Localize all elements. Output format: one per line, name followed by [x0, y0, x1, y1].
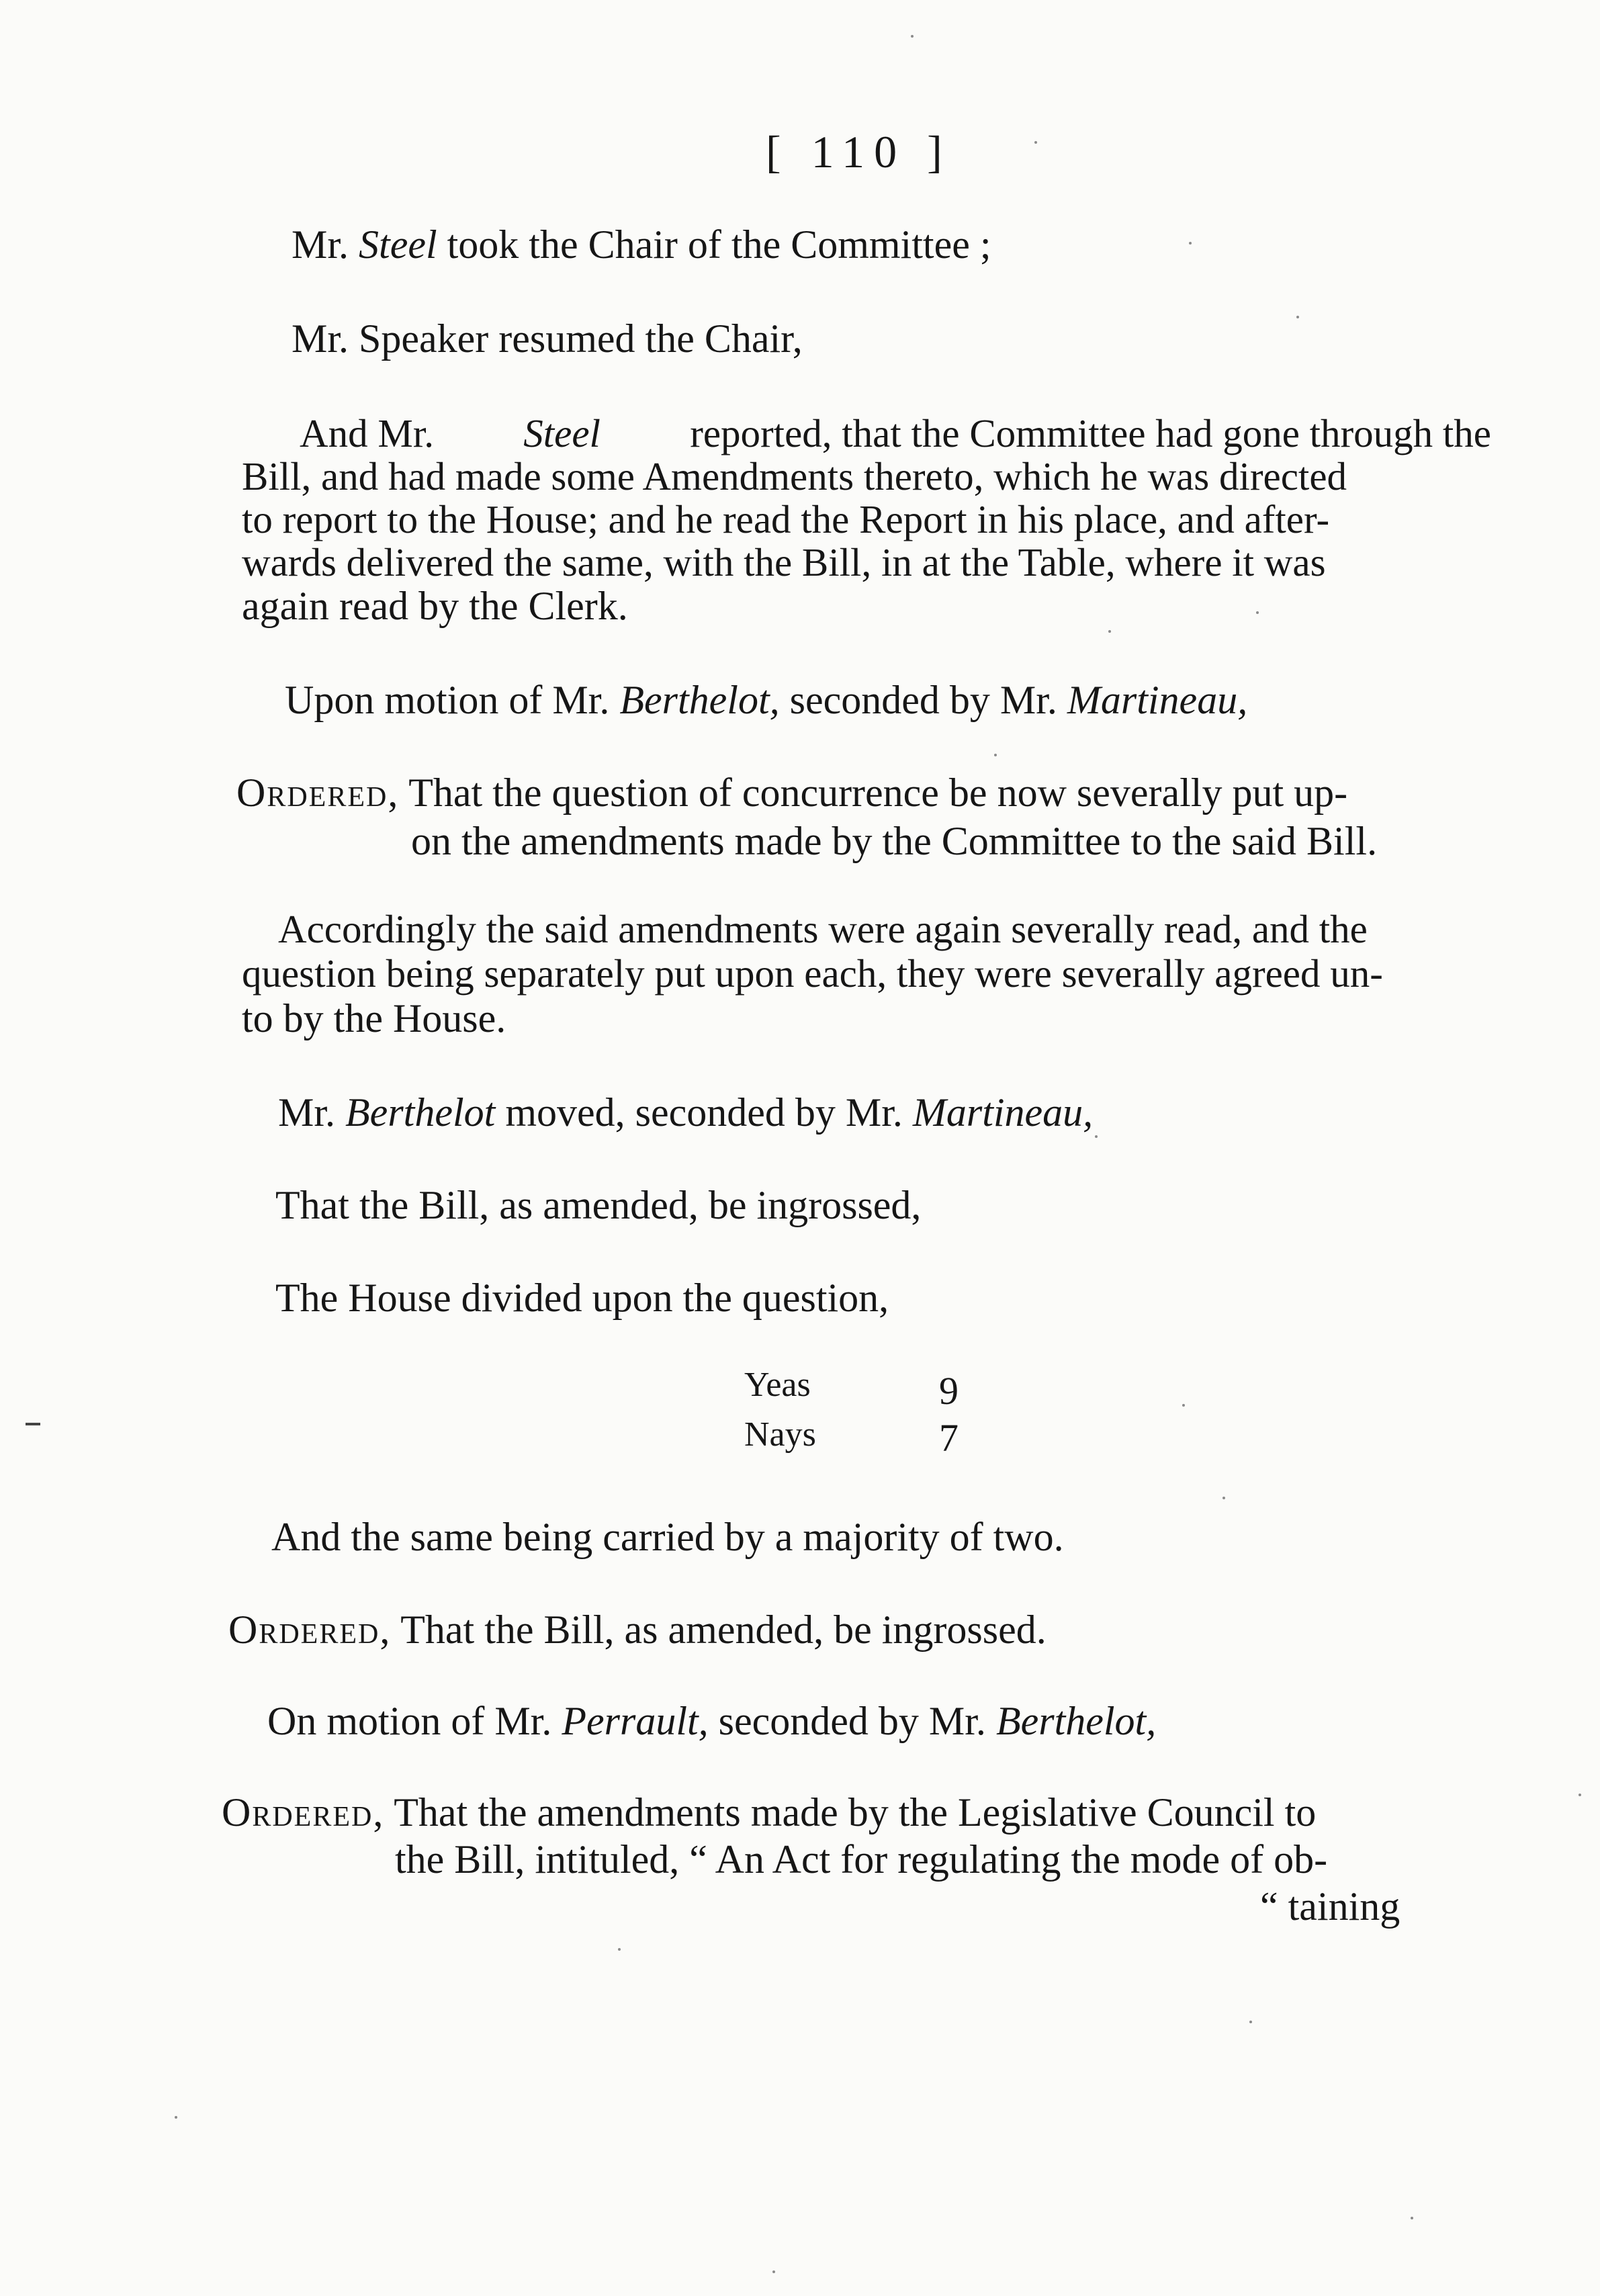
text: moved, seconded by Mr.	[505, 1090, 903, 1135]
paragraph-motion-ingrossed: That the Bill, as amended, be ingrossed,	[275, 1183, 922, 1227]
paragraph-house-divided: The House divided upon the question,	[275, 1276, 889, 1320]
scan-speck	[1095, 1135, 1098, 1138]
text: seconded by Mr.	[718, 1699, 986, 1743]
catchword: “ taining	[1260, 1884, 1401, 1929]
text: Mr.	[278, 1090, 336, 1135]
scan-speck	[1182, 1404, 1185, 1407]
text: Accordingly the said amendments were again severally read, and the	[278, 907, 1368, 951]
text: to report to the House; and he read the Report in his place, and after-	[242, 497, 1330, 541]
name-italic: Steel	[359, 222, 437, 267]
text-line	[300, 411, 1491, 455]
text: That the Bill, as amended, be ingrossed.	[400, 1607, 1047, 1652]
paragraph-ordered-ingrossed	[228, 1609, 1047, 1650]
name-italic: Berthelot,	[619, 678, 780, 722]
ordered-label: Ordered,	[228, 1607, 392, 1652]
text: On motion of Mr.	[267, 1699, 552, 1743]
text: wards delivered the same, with the Bill, in at the Table, where it was	[242, 540, 1326, 584]
scan-speck	[1249, 2021, 1252, 2023]
paragraph-berthelot-moved	[278, 1092, 1093, 1133]
text: seconded by Mr.	[789, 678, 1057, 722]
scan-speck	[1189, 242, 1192, 245]
yeas-count: 9	[939, 1369, 959, 1413]
paragraph-perrault-motion	[267, 1701, 1156, 1741]
text: reported, that the Committee had gone through the	[690, 411, 1491, 455]
name-italic: Steel	[523, 411, 601, 455]
scan-speck	[1411, 2217, 1413, 2219]
name-italic: Martineau,	[1067, 678, 1248, 722]
scan-speck	[175, 2116, 177, 2119]
text-line	[242, 454, 1491, 498]
scan-speck	[994, 754, 997, 756]
scan-speck	[1108, 630, 1111, 633]
text: question being separately put upon each, they were severally agreed un-	[242, 951, 1383, 996]
text-line	[278, 907, 1491, 951]
text: That the question of concurrence be now severally put up-	[408, 770, 1348, 815]
text: Mr.	[292, 222, 349, 267]
scan-speck	[618, 1948, 621, 1951]
text-line	[242, 540, 1491, 584]
text: That the amendments made by the Legislative Council to	[394, 1790, 1317, 1835]
paragraph-steel-chair	[292, 224, 991, 265]
text: took the Chair of the Committee ;	[447, 222, 991, 267]
text-line: again read by the Clerk.	[242, 584, 628, 628]
nays-label: Nays	[744, 1415, 816, 1454]
text-line: the Bill, intituled, “ An Act for regulating the mode of ob-	[395, 1837, 1328, 1882]
yeas-label: Yeas	[744, 1366, 811, 1404]
paragraph-upon-motion	[285, 680, 1247, 720]
scan-speck	[1296, 316, 1299, 318]
ordered-label: Ordered,	[236, 770, 400, 815]
text-line	[222, 1792, 1316, 1833]
name-italic: Martineau,	[912, 1090, 1094, 1135]
text-line	[242, 497, 1491, 541]
scan-speck	[1034, 141, 1037, 144]
paragraph-majority: And the same being carried by a majority of two.	[271, 1515, 1064, 1559]
ordered-label: Ordered,	[222, 1790, 385, 1835]
text: And Mr.	[300, 411, 434, 455]
text-line	[236, 772, 1347, 813]
text-line: to by the House.	[242, 996, 506, 1041]
nays-count: 7	[939, 1416, 959, 1460]
scan-speck	[772, 2270, 775, 2273]
paragraph-speaker-resumed: Mr. Speaker resumed the Chair,	[292, 316, 803, 361]
scan-speck	[1579, 1794, 1581, 1796]
name-italic: Berthelot	[345, 1090, 496, 1135]
text: Bill, and had made some Amendments thereto, which he was directed	[242, 454, 1347, 498]
text-line: on the amendments made by the Committee to the said Bill.	[411, 819, 1378, 863]
scan-speck	[1223, 1497, 1225, 1499]
text-line	[242, 951, 1491, 996]
margin-mark	[26, 1423, 40, 1425]
name-italic: Berthelot,	[995, 1699, 1157, 1743]
name-italic: Perrault,	[562, 1699, 709, 1743]
text: Upon motion of Mr.	[285, 678, 610, 722]
page-number: [ 110 ]	[766, 126, 952, 177]
scan-speck	[911, 35, 914, 38]
scan-speck	[1256, 611, 1259, 614]
